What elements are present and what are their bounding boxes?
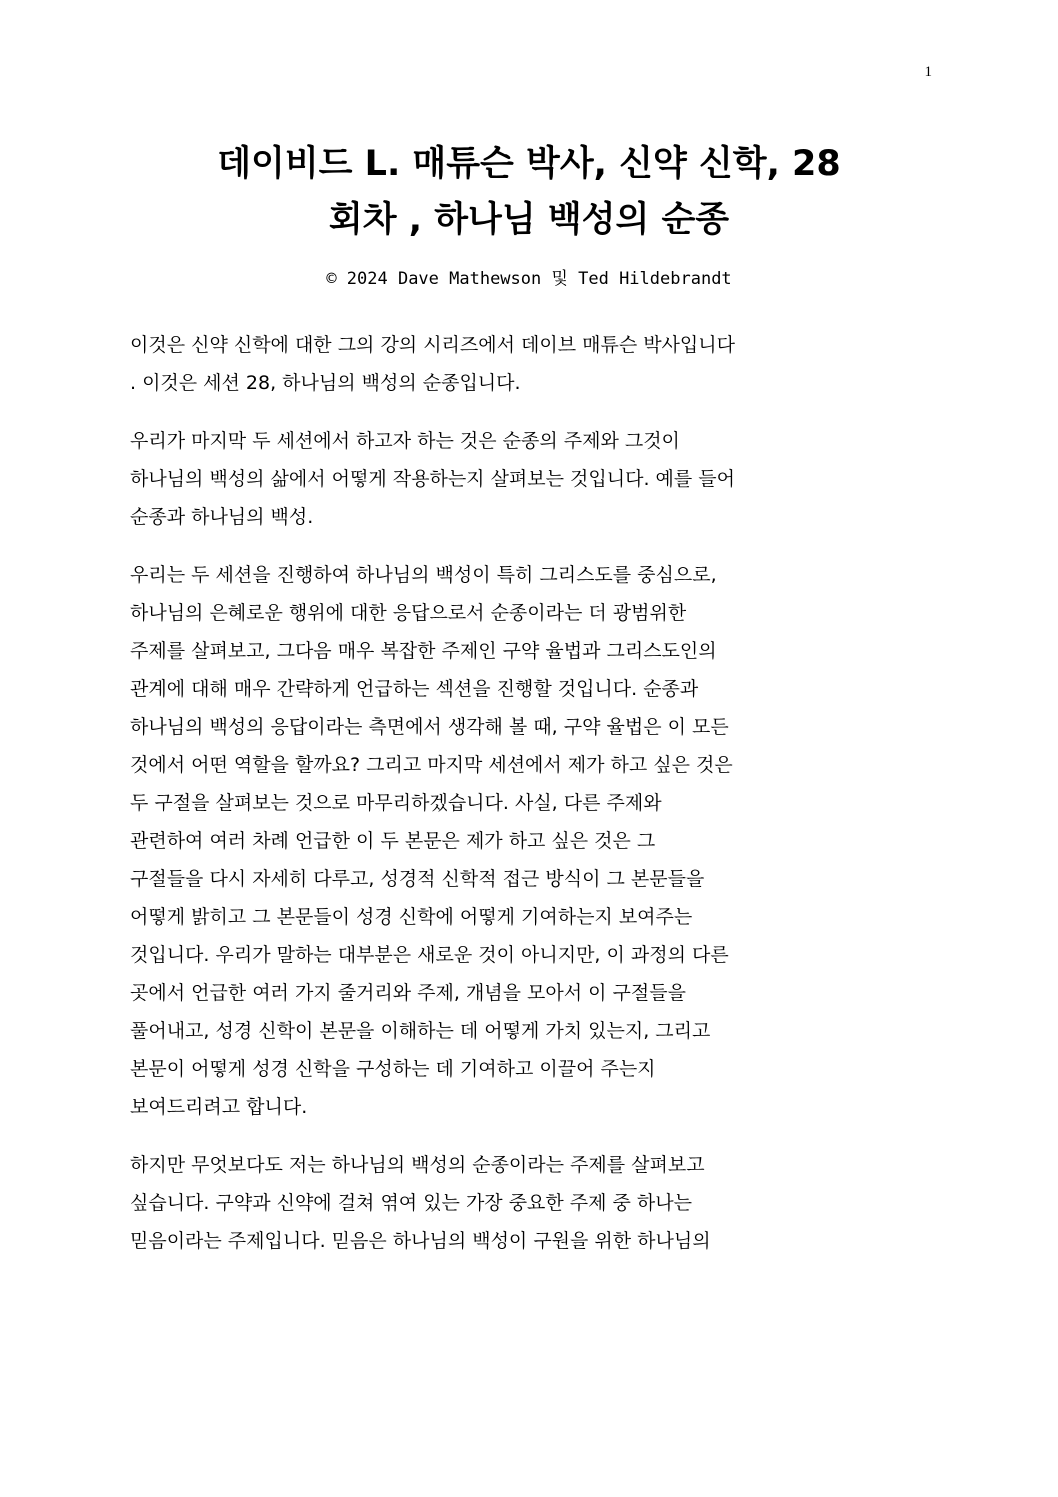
text-line: 것에서 어떤 역할을 할까요? 그리고 마지막 세션에서 제가 하고 싶은 것은 — [130, 754, 733, 776]
text-line: 하나님의 백성의 응답이라는 측면에서 생각해 볼 때, 구약 율법은 이 모든 — [130, 716, 729, 738]
text-line: 주제를 살펴보고, 그다음 매우 복잡한 주제인 구약 율법과 그리스도인의 — [130, 640, 717, 662]
title-line-2: 회차 , 하나님 백성의 순종 — [328, 200, 730, 240]
text-line: 순종과 하나님의 백성. — [130, 506, 314, 528]
text-line: 하지만 무엇보다도 저는 하나님의 백성의 순종이라는 주제를 살펴보고 — [130, 1154, 705, 1176]
text-line: 믿음이라는 주제입니다. 믿음은 하나님의 백성이 구원을 위한 하나님의 — [130, 1230, 711, 1252]
text-line: 본문이 어떻게 성경 신학을 구성하는 데 기여하고 이끌어 주는지 — [130, 1058, 656, 1080]
page-number: 1 — [924, 64, 932, 80]
text-line: 관계에 대해 매우 간략하게 언급하는 섹션을 진행할 것입니다. 순종과 — [130, 678, 699, 700]
text-line: . 이것은 세션 28, 하나님의 백성의 순종입니다. — [130, 372, 521, 394]
text-line: 곳에서 언급한 여러 가지 줄거리와 주제, 개념을 모아서 이 구절들을 — [130, 982, 686, 1004]
paragraph-4 — [130, 1146, 940, 1260]
text-line: 두 구절을 살펴보는 것으로 마무리하겠습니다. 사실, 다른 주제와 — [130, 792, 662, 814]
text-line: 풀어내고, 성경 신학이 본문을 이해하는 데 어떻게 가치 있는지, 그리고 — [130, 1020, 711, 1042]
text-line: 하나님의 은혜로운 행위에 대한 응답으로서 순종이라는 더 광범위한 — [130, 602, 687, 624]
text-line: 우리가 마지막 두 세션에서 하고자 하는 것은 순종의 주제와 그것이 — [130, 430, 680, 452]
text-line: 어떻게 밝히고 그 본문들이 성경 신학에 어떻게 기여하는지 보여주는 — [130, 906, 693, 928]
text-line: 보여드리려고 합니다. — [130, 1096, 308, 1118]
text-line: 구절들을 다시 자세히 다루고, 성경적 신학적 접근 방식이 그 본문들을 — [130, 868, 705, 890]
text-line: 이것은 신약 신학에 대한 그의 강의 시리즈에서 데이브 매튜슨 박사입니다 — [130, 334, 735, 356]
paragraph-3 — [130, 556, 940, 1126]
document-body — [130, 326, 940, 1280]
text-line: 싶습니다. 구약과 신약에 걸쳐 엮여 있는 가장 중요한 주제 중 하나는 — [130, 1192, 692, 1214]
paragraph-1 — [130, 326, 940, 402]
text-line: 우리는 두 세션을 진행하여 하나님의 백성이 특히 그리스도를 중심으로, — [130, 564, 717, 586]
text-line: 관련하여 여러 차례 언급한 이 두 본문은 제가 하고 싶은 것은 그 — [130, 830, 656, 852]
copyright-notice: © 2024 Dave Mathewson 및 Ted Hildebrandt — [326, 269, 732, 289]
text-line: 하나님의 백성의 삶에서 어떻게 작용하는지 살펴보는 것입니다. 예를 들어 — [130, 468, 735, 490]
paragraph-2 — [130, 422, 940, 536]
text-line: 것입니다. 우리가 말하는 대부분은 새로운 것이 아니지만, 이 과정의 다른 — [130, 944, 729, 966]
document-title — [100, 136, 958, 248]
title-line-1: 데이비드 L. 매튜슨 박사, 신약 신학, 28 — [217, 144, 841, 184]
